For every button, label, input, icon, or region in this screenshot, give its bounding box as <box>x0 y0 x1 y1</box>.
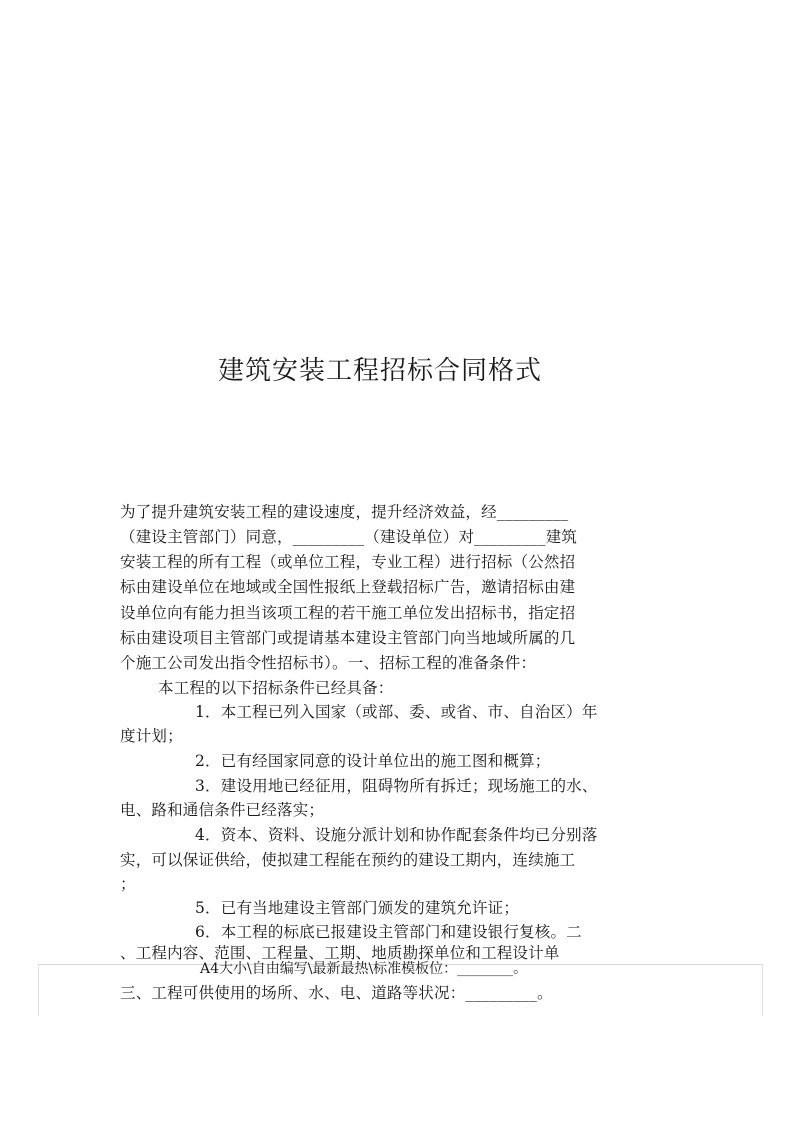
body-line: 度计划； <box>120 727 183 745</box>
list-item: 5．已有当地建设主管部门颁发的建筑允许证； <box>195 899 520 917</box>
document-title: 建筑安装工程招标合同格式 <box>217 356 542 386</box>
footer-border-right <box>762 964 763 1016</box>
body-line: （建设主管部门）同意，_________（建设单位）对_________建筑 <box>120 528 578 546</box>
list-item: 1．本工程已列入国家（或部、委、或省、市、自治区）年 <box>195 703 598 721</box>
list-item: 3．建设用地已经征用，阻碍物所有拆迁；现场施工的水、 <box>195 777 598 795</box>
page-footer: A4大小\自由编写\最新最热\标准模板位：________。 <box>200 961 528 977</box>
body-line: 标由建设项目主管部门或提请基本建设主管部门向当地域所属的几 <box>120 629 576 647</box>
body-line: 个施工公司发出指令性招标书）。一、招标工程的准备条件： <box>120 654 537 672</box>
footer-border-left <box>38 964 39 1016</box>
list-item: 2．已有经国家同意的设计单位出的施工图和概算； <box>195 752 551 770</box>
body-line: 安装工程的所有工程（或单位工程，专业工程）进行招标（公然招 <box>120 553 576 571</box>
list-item: 4．资本、资料、设施分派计划和协作配套条件均已分别落 <box>195 826 598 844</box>
body-line: 本工程的以下招标条件已经具备： <box>158 679 394 697</box>
list-item: 6．本工程的标底已报建设主管部门和建设银行复核。二 <box>195 923 582 941</box>
body-line: 标由建设单位在地域或全国性报纸上登载招标广告，邀请招标由建 <box>120 578 576 596</box>
body-line: 为了提升建筑安装工程的建设速度，提升经济效益，经_________ <box>120 503 569 521</box>
body-line: 三、工程可供使用的场所、水、电、道路等状况：_________。 <box>120 984 553 1002</box>
body-line: 、工程内容、范围、工程量、工期、地质勘探单位和工程设计单 <box>120 944 560 962</box>
body-line: 实，可以保证供给，使拟建工程能在预约的建设工期内，连续施工 <box>120 851 576 869</box>
body-line: ； <box>120 875 136 893</box>
body-line: 电、路和通信条件已经落实； <box>120 801 325 819</box>
body-line: 设单位向有能力担当该项工程的若干施工单位发出招标书，指定招 <box>120 604 576 622</box>
